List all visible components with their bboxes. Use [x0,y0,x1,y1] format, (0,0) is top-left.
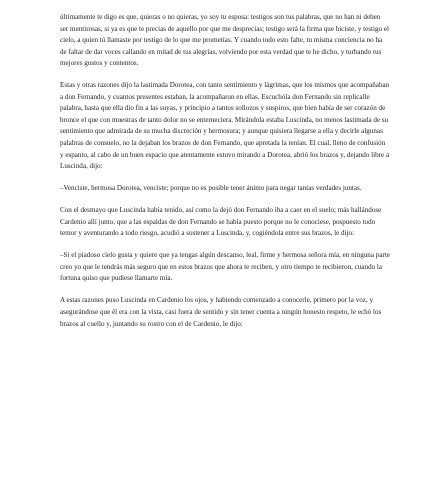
paragraph: –Si el piadoso cielo gusta y quiere que ya tengas algún descanso, leal, firme y hermosa señora mía, en ninguna parte creo yo que le tendrás más seguro que en estos brazos que ahora te reciben, y otro tiempo te recibieron, cuando la fortuna quiso que pudiese llamarte mía. [60,251,390,283]
paragraph: últimamente te digo es que, quieras o no quieras, yo soy tu esposa: testigos son tus palabras, que no han ni deben ser mentirosas, si ya es que te precias de aquello por que me desprecias; testigo será la firma que hiciste, y testigo el cielo, a quien tú llamaste por testigo de lo que me prometías. Y cuando todo esto falte, tu misma conciencia no ha de faltar de dar voces callando en mitad de tus alegrías, volviendo por esta verdad que te he dicho, y turbando tus mejores gustos y contentos. [60,13,389,68]
paragraph: A estas razones puso Luscinda en Cardenio los ojos, y habiendo comenzado a conocerle, primero por la voz, y asegurándose que él era con la vista, casi fuera de sentido y sin tener cuenta a ningún honesto respeto, le echó los brazos al cuello y, juntando su rostro con el de Cardenio, le dijo: [60,296,382,328]
paragraph: Estas y otras razones dijo la lastimada Dorotea, con tanto sentimiento y lágrimas, que los mismos que acompañaban a don Fernando, y cuantos presentes estaban, la acompañaron en ellas. Escuchóla don Fernando sin replicalle palabra, hasta que ella dio fin a las suyas, y principio a tantos sollozos y suspiros, que bien había de ser corazón de bronce el que con muestras de tanto dolor no se enterneciera. Mirándola estaba Luscinda, no menos lastimada de su sentimiento que admirada de su mucha discreción y hermosura; y aunque quisiera llegarse a ella y decirle algunas palabras de consuelo, no la dejaban los brazos de don Fernando, que apretada la tenían. El cual, lleno de confusión y espanto, al cabo de un buen espacio que atentamente estuvo mirando a Dorotea, abrió los brazos y, dejando libre a Luscinda, dijo: [60,81,390,171]
paragraph: –Venciste, hermosa Dorotea, venciste; porque no es posible tener ánimo para negar tantas verdades juntas. [60,184,362,193]
paragraph: Con el desmayo que Luscinda había tenido, así como la dejó don Fernando iba a caer en el suelo; más hallándose Cardenio allí junto, que a las espaldas de don Fernando se había puesto porque no le conociese, pospuesto todo temor y aventurando a todo riesgo, acudió a sostener a Luscinda, y, cogiéndola entre sus brazos, le dijo: [60,206,382,238]
document-page [60,12,390,341]
